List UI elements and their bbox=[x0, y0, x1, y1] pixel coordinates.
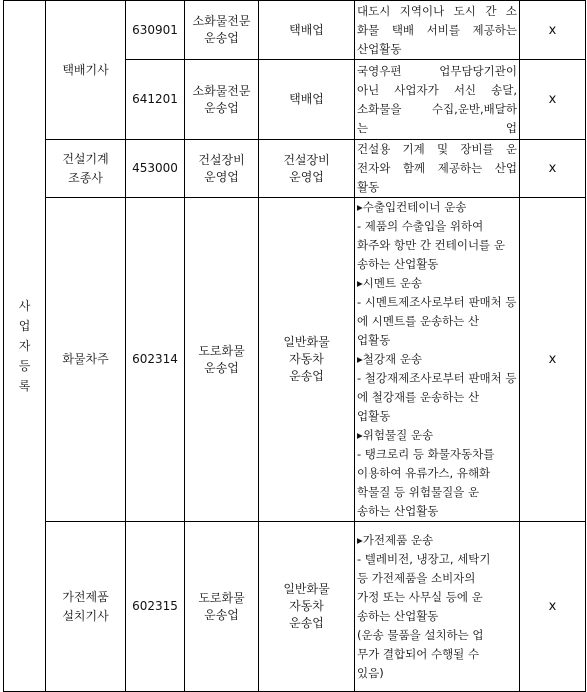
subtype-cell bbox=[259, 60, 355, 140]
industry-name-cell-line: 운송업 bbox=[204, 100, 239, 115]
category-cell-line: 록 bbox=[18, 379, 31, 393]
description-cell-line: 가정 또는 사무실 등에 운 bbox=[357, 589, 483, 604]
job-title-cell-line: 화물차주 bbox=[62, 352, 109, 366]
industry-name-cell bbox=[185, 60, 259, 140]
table-row bbox=[4, 522, 586, 692]
subtype-cell-line: 택배업 bbox=[289, 22, 324, 37]
subtype-cell-line: 자동차 bbox=[289, 352, 324, 366]
industry-name-cell-line: 소화물전문 bbox=[192, 83, 251, 98]
industry-name-cell-line: 건설장비 bbox=[198, 152, 245, 167]
description-cell-line: ▸수출입컨테이너 운송 bbox=[357, 200, 467, 214]
description-cell-line: 국영우편 업무담당기관이 bbox=[357, 63, 517, 78]
applicability-mark-cell: x bbox=[520, 1, 586, 60]
industry-code-cell: 602315 bbox=[126, 522, 185, 692]
applicability-mark-cell: x bbox=[520, 198, 586, 522]
category-cell-line: 사 bbox=[18, 299, 31, 313]
category-cell bbox=[4, 1, 46, 692]
description-cell-line: - 시멘트제조사로부터 판매처 등 bbox=[357, 295, 517, 309]
description-cell-line: (운송 물품을 설치하는 업 bbox=[357, 627, 484, 642]
subtype-cell-line: 운송업 bbox=[289, 369, 324, 383]
description-cell-line: 등 가전제품을 소비자의 bbox=[357, 570, 476, 585]
industry-name-cell-line: 소화물전문 bbox=[192, 14, 251, 28]
description-cell-line: - 텔레비전, 냉장고, 세탁기 bbox=[357, 551, 491, 566]
job-title-cell-line: 건설기계 bbox=[62, 151, 109, 166]
description-cell-line: 소화물을 수집,운반,배달하 bbox=[357, 101, 517, 116]
description-cell-line: 는 업 bbox=[357, 120, 517, 135]
description-cell-line: 송하는 산업활동 bbox=[357, 608, 439, 623]
table-row bbox=[4, 198, 586, 522]
description-cell-line: 활동 bbox=[357, 180, 380, 194]
category-cell-line: 등 bbox=[18, 359, 31, 373]
subtype-cell-line: 택배업 bbox=[289, 92, 324, 106]
description-cell-line: 산업활동 bbox=[357, 41, 402, 56]
description-cell-line: 화물 택배 서비를 제공하는 bbox=[357, 22, 517, 37]
description-cell bbox=[355, 1, 520, 60]
classification-table bbox=[3, 0, 586, 692]
description-cell bbox=[355, 60, 520, 140]
description-cell-line: 화주와 항만 간 컨테이너를 운 bbox=[357, 238, 505, 252]
subtype-cell-line: 일반화물 bbox=[283, 582, 330, 596]
industry-name-cell-line: 운송업 bbox=[204, 607, 239, 622]
description-cell-line: ▸철강재 운송 bbox=[357, 352, 422, 366]
table-row bbox=[4, 140, 586, 198]
subtype-cell-line: 운송업 bbox=[289, 616, 324, 630]
job-title-cell-line: 택배기사 bbox=[62, 62, 109, 77]
industry-code-cell: 602314 bbox=[126, 198, 185, 522]
subtype-cell-line: 자동차 bbox=[289, 599, 324, 613]
description-cell-line: ▸가전제품 운송 bbox=[357, 532, 434, 547]
description-cell-line: 송하는 산업활동 bbox=[357, 257, 439, 271]
description-cell-line: 전자와 함께 제공하는 산업 bbox=[357, 161, 517, 175]
subtype-cell bbox=[259, 1, 355, 60]
description-cell-line: - 철강재제조사로부터 판매처 등 bbox=[357, 371, 517, 385]
job-title-cell bbox=[46, 140, 126, 198]
job-title-cell bbox=[46, 522, 126, 692]
category-cell-line: 자 bbox=[18, 339, 31, 353]
industry-code-cell: 453000 bbox=[126, 140, 185, 198]
industry-name-cell bbox=[185, 198, 259, 522]
subtype-cell bbox=[259, 140, 355, 198]
description-cell-line: 이용하여 유류가스, 유해화 bbox=[357, 466, 491, 480]
description-cell-line: 에 철강재를 운송하는 산 bbox=[357, 390, 480, 404]
industry-name-cell bbox=[185, 1, 259, 60]
description-cell-line: - 제품의 수출입을 위하여 bbox=[357, 219, 484, 233]
description-cell-line: 무가 결합되어 수행될 수 bbox=[357, 646, 480, 661]
industry-name-cell-line: 운송업 bbox=[204, 360, 239, 375]
industry-name-cell bbox=[185, 522, 259, 692]
description-cell-line: ▸위험물질 운송 bbox=[357, 428, 434, 442]
subtype-cell-line: 건설장비 bbox=[283, 152, 330, 167]
table-row bbox=[4, 1, 586, 60]
industry-code-cell: 641201 bbox=[126, 60, 185, 140]
applicability-mark-cell: x bbox=[520, 60, 586, 140]
description-cell-line: 건설용 기계 및 장비를 운 bbox=[357, 142, 517, 156]
job-title-cell-line: 가전제품 bbox=[62, 589, 109, 604]
applicability-mark-cell: x bbox=[520, 140, 586, 198]
description-cell-line: 업활동 bbox=[357, 333, 391, 347]
job-title-cell-line: 조종사 bbox=[68, 170, 103, 185]
subtype-cell bbox=[259, 522, 355, 692]
applicability-mark-cell: x bbox=[520, 522, 586, 692]
description-cell-line: 업활동 bbox=[357, 409, 391, 423]
description-cell-line: - 탱크로리 등 화물자동차를 bbox=[357, 447, 495, 461]
subtype-cell-line: 일반화물 bbox=[283, 335, 330, 349]
industry-name-cell bbox=[185, 140, 259, 198]
description-cell-line: 아닌 사업자가 서신 송달, bbox=[357, 82, 517, 97]
category-cell-line: 업 bbox=[18, 319, 31, 333]
description-cell bbox=[355, 140, 520, 198]
subtype-cell-line: 운영업 bbox=[289, 169, 324, 184]
description-cell-line: 학물질 등 위험물질을 운 bbox=[357, 485, 480, 499]
description-cell bbox=[355, 522, 520, 692]
job-title-cell bbox=[46, 198, 126, 522]
industry-name-cell-line: 운영업 bbox=[204, 169, 239, 184]
industry-name-cell-line: 운송업 bbox=[204, 31, 239, 45]
description-cell bbox=[355, 198, 520, 522]
description-cell-line: 송하는 산업활동 bbox=[357, 504, 439, 518]
description-cell-line: 있음) bbox=[357, 665, 384, 680]
industry-code-cell: 630901 bbox=[126, 1, 185, 60]
job-title-cell bbox=[46, 1, 126, 140]
description-cell-line: 에 시멘트를 운송하는 산 bbox=[357, 314, 480, 328]
description-cell-line: ▸시멘트 운송 bbox=[357, 276, 422, 290]
description-cell-line: 대도시 지역이나 도시 간 소 bbox=[357, 3, 517, 18]
job-title-cell-line: 설치기사 bbox=[62, 608, 109, 623]
subtype-cell bbox=[259, 198, 355, 522]
industry-name-cell-line: 도로화물 bbox=[198, 590, 245, 605]
industry-name-cell-line: 도로화물 bbox=[198, 343, 245, 358]
